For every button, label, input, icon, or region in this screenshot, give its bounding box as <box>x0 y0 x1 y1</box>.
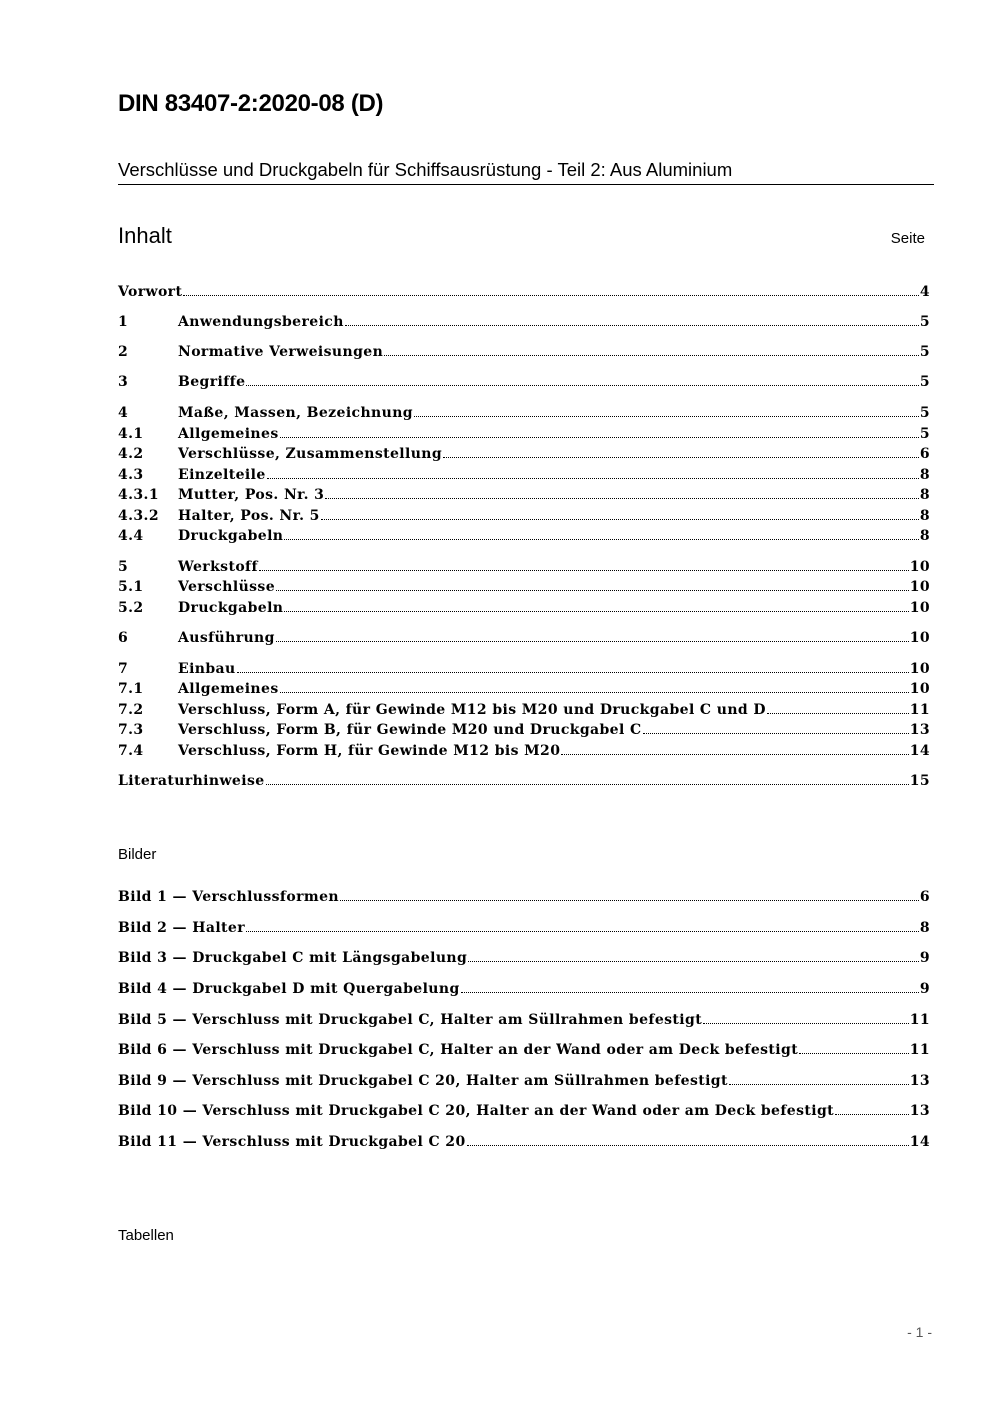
toc-entry[interactable]: 5.1 Verschlüsse 10 <box>118 579 930 595</box>
figure-entry[interactable]: Bild 10 — Verschluss mit Druckgabel C 20, Halter an der Wand oder am Deck befestigt 13 <box>118 1103 930 1119</box>
toc-entry[interactable]: 4.3.2 Halter, Pos. Nr. 5 8 <box>118 508 930 524</box>
toc-entry[interactable]: 7.4 Verschluss, Form H, für Gewinde M12 bis M20 14 <box>118 743 930 759</box>
toc-entry[interactable]: 5 Werkstoff 10 <box>118 559 930 575</box>
toc-entry[interactable]: 7 Einbau 10 <box>118 661 930 677</box>
toc-entry[interactable]: 4.4 Druckgabeln 8 <box>118 528 930 544</box>
toc-entry[interactable]: 7.1 Allgemeines 10 <box>118 681 930 697</box>
toc-entry[interactable]: 6 Ausführung 10 <box>118 630 930 646</box>
figure-entry[interactable]: Bild 11 — Verschluss mit Druckgabel C 20 14 <box>118 1134 930 1150</box>
page-number: - 1 - <box>907 1324 932 1340</box>
toc-entry[interactable]: Vorwort 4 <box>118 284 930 300</box>
figure-entry[interactable]: Bild 3 — Druckgabel C mit Längsgabelung 9 <box>118 950 930 966</box>
figure-entry[interactable]: Bild 4 — Druckgabel D mit Quergabelung 9 <box>118 981 930 997</box>
figure-entry[interactable]: Bild 9 — Verschluss mit Druckgabel C 20, Halter am Süllrahmen befestigt 13 <box>118 1073 930 1089</box>
toc-entry[interactable]: 4.2 Verschlüsse, Zusammenstellung 6 <box>118 446 930 462</box>
toc-entry[interactable]: 3 Begriffe 5 <box>118 374 930 390</box>
toc-entry[interactable]: 4.3.1 Mutter, Pos. Nr. 3 8 <box>118 487 930 503</box>
page-column-label: Seite <box>890 230 925 247</box>
toc-entry[interactable]: 5.2 Druckgabeln 10 <box>118 600 930 616</box>
toc-entry[interactable]: 4.3 Einzelteile 8 <box>118 467 930 483</box>
toc-entry[interactable]: 4.1 Allgemeines 5 <box>118 426 930 442</box>
toc-entry[interactable]: 4 Maße, Massen, Bezeichnung 5 <box>118 405 930 421</box>
toc-entry[interactable]: 1 Anwendungsbereich 5 <box>118 314 930 330</box>
figure-entry[interactable]: Bild 1 — Verschlussformen 6 <box>118 889 930 905</box>
toc-entry[interactable]: Literaturhinweise 15 <box>118 773 930 789</box>
toc-heading: Inhalt <box>118 223 172 248</box>
figure-entry[interactable]: Bild 6 — Verschluss mit Druckgabel C, Halter an der Wand oder am Deck befestigt 11 <box>118 1042 930 1058</box>
figures-heading: Bilder <box>118 846 157 863</box>
figure-entry[interactable]: Bild 2 — Halter 8 <box>118 920 930 936</box>
toc-entry[interactable]: 7.2 Verschluss, Form A, für Gewinde M12 bis M20 und Druckgabel C und D 11 <box>118 702 930 718</box>
figure-entry[interactable]: Bild 5 — Verschluss mit Druckgabel C, Halter am Süllrahmen befestigt 11 <box>118 1012 930 1028</box>
toc-entry[interactable]: 7.3 Verschluss, Form B, für Gewinde M20 und Druckgabel C 13 <box>118 722 930 738</box>
document-title: DIN 83407-2:2020-08 (D) <box>118 90 384 117</box>
toc-entry[interactable]: 2 Normative Verweisungen 5 <box>118 344 930 360</box>
document-subtitle: Verschlüsse und Druckgabeln für Schiffsausrüstung - Teil 2: Aus Aluminium <box>118 159 934 185</box>
tables-heading: Tabellen <box>118 1227 174 1244</box>
